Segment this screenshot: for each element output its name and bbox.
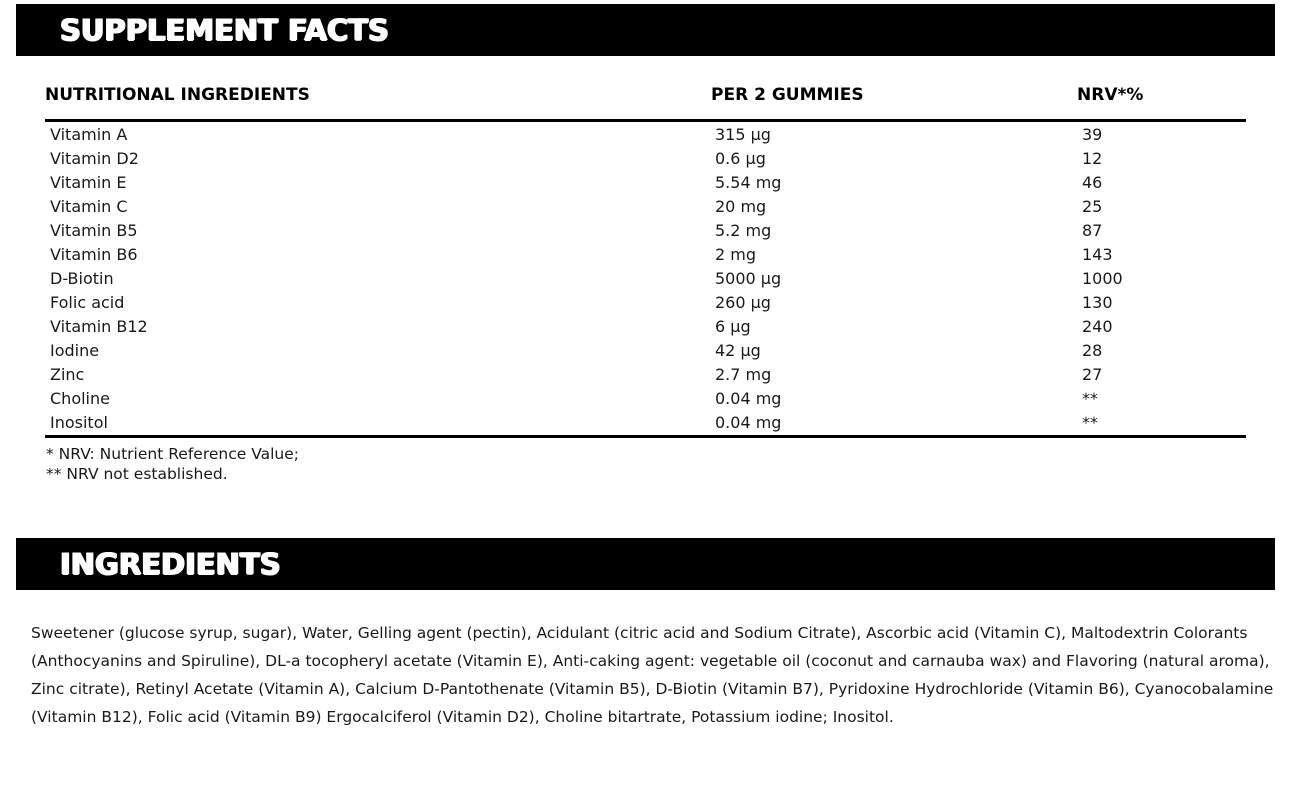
table-row — [0, 291, 1299, 315]
ingredient-nrv: 240 — [1082, 317, 1113, 336]
ingredient-nrv: ** — [1082, 413, 1098, 432]
table-row — [0, 147, 1299, 171]
ingredient-name: Zinc — [50, 365, 85, 384]
ingredient-name: Vitamin B5 — [50, 221, 138, 240]
ingredient-amount: 0.6 µg — [715, 149, 766, 168]
ingredient-amount: 20 mg — [715, 197, 767, 216]
table-top-rule — [45, 119, 1246, 122]
ingredient-nrv: 1000 — [1082, 269, 1123, 288]
ingredient-nrv: 25 — [1082, 197, 1103, 216]
ingredient-nrv: ** — [1082, 389, 1098, 408]
ingredient-amount: 2 mg — [715, 245, 757, 264]
supplement-facts-banner — [16, 4, 1275, 56]
facts-table-header — [0, 84, 1299, 106]
ingredient-amount: 42 µg — [715, 341, 761, 360]
table-row — [0, 411, 1299, 435]
ingredient-name: D-Biotin — [50, 269, 114, 288]
table-row — [0, 363, 1299, 387]
ingredient-nrv: 28 — [1082, 341, 1103, 360]
table-bottom-rule — [45, 435, 1246, 438]
ingredient-name: Iodine — [50, 341, 100, 360]
table-row — [0, 387, 1299, 411]
ingredient-amount: 315 µg — [715, 125, 771, 144]
ingredient-nrv: 46 — [1082, 173, 1103, 192]
table-row — [0, 171, 1299, 195]
ingredients-banner — [16, 538, 1275, 590]
ingredient-name: Vitamin C — [50, 197, 128, 216]
ingredient-nrv: 39 — [1082, 125, 1103, 144]
table-row — [0, 243, 1299, 267]
ingredient-name: Vitamin A — [50, 125, 128, 144]
table-row — [0, 219, 1299, 243]
ingredient-amount: 5000 µg — [715, 269, 782, 288]
ingredient-name: Folic acid — [50, 293, 125, 312]
facts-table-body — [0, 123, 1299, 435]
table-row — [0, 339, 1299, 363]
column-header-amount: PER 2 GUMMIES — [711, 85, 864, 105]
ingredient-nrv: 12 — [1082, 149, 1103, 168]
ingredient-name: Vitamin E — [50, 173, 127, 192]
ingredient-amount: 260 µg — [715, 293, 771, 312]
table-row — [0, 315, 1299, 339]
footnote-not-established: ** NRV not established. — [46, 465, 228, 483]
footnotes — [46, 444, 299, 484]
table-row — [0, 123, 1299, 147]
ingredient-name: Vitamin B6 — [50, 245, 138, 264]
table-row — [0, 267, 1299, 291]
ingredient-name: Choline — [50, 389, 110, 408]
ingredient-amount: 0.04 mg — [715, 413, 782, 432]
ingredient-name: Inositol — [50, 413, 108, 432]
footnote-nrv: * NRV: Nutrient Reference Value; — [46, 445, 299, 463]
ingredients-title: INGREDIENTS — [60, 547, 281, 581]
ingredient-amount: 5.54 mg — [715, 173, 782, 192]
table-row — [0, 195, 1299, 219]
ingredient-amount: 5.2 mg — [715, 221, 772, 240]
ingredient-nrv: 87 — [1082, 221, 1103, 240]
column-header-nrv: NRV*% — [1077, 85, 1144, 105]
ingredient-name: Vitamin B12 — [50, 317, 148, 336]
column-header-ingredients: NUTRITIONAL INGREDIENTS — [45, 85, 310, 105]
ingredient-amount: 2.7 mg — [715, 365, 772, 384]
ingredient-nrv: 130 — [1082, 293, 1113, 312]
ingredient-name: Vitamin D2 — [50, 149, 139, 168]
ingredient-nrv: 143 — [1082, 245, 1113, 264]
ingredient-amount: 6 µg — [715, 317, 751, 336]
ingredient-amount: 0.04 mg — [715, 389, 782, 408]
supplement-facts-title: SUPPLEMENT FACTS — [60, 13, 389, 47]
ingredient-nrv: 27 — [1082, 365, 1103, 384]
ingredients-text: Sweetener (glucose syrup, sugar), Water, Gelling agent (pectin), Acidulant (citric acid and Sodium Citrate), Ascorbic acid (Vitamin C), Maltodextrin Colorants (Anthocyanins and Spiruline), DL-a tocopheryl acetate (Vitamin E), Anti-caking agent: vegetable oil (coconut and carnauba wax) and Flavoring (natural aroma), Zinc citrate), Retinyl Acetate (Vitamin A), Calcium D-Pantothenate (Vitamin B5), D-Biotin (Vitamin B7), Pyridoxine Hydrochloride (Vitamin B6), Cyanocobalamine (Vitamin B12), Folic acid (Vitamin B9) Ergocalciferol (Vitamin D2), Choline bitartrate, Potassium iodine; Inositol. — [31, 624, 1274, 726]
